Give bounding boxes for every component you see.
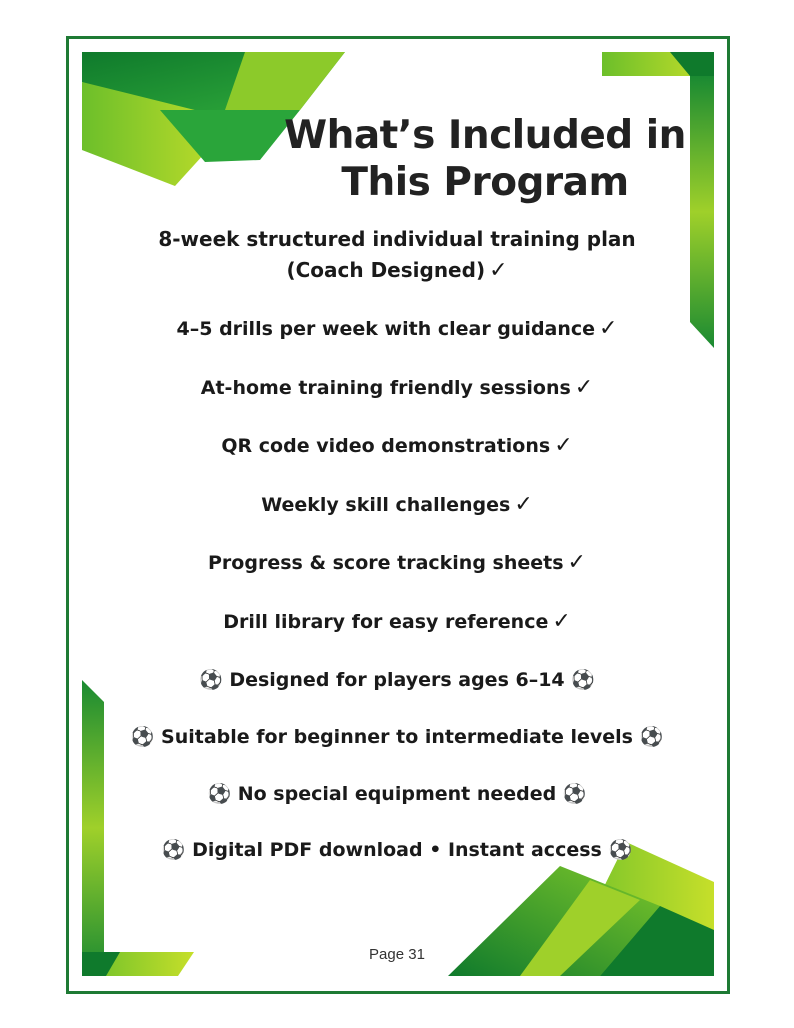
soccer-ball-icon: ⚽ xyxy=(199,669,223,691)
item-text: Drill library for easy reference xyxy=(223,611,549,633)
list-item xyxy=(100,224,694,286)
check-icon: ✓ xyxy=(599,316,618,341)
item-1-line-1: 8-week structured individual training plan xyxy=(158,227,636,251)
list-item xyxy=(100,779,694,809)
list-item xyxy=(100,314,694,344)
list-item xyxy=(100,548,694,578)
soccer-ball-icon: ⚽ xyxy=(161,839,186,861)
list-item xyxy=(100,431,694,461)
soccer-ball-icon: ⚽ xyxy=(562,783,587,805)
item-text: Designed for players ages 6–14 xyxy=(229,669,565,691)
item-text: No special equipment needed xyxy=(237,783,557,805)
check-icon: ✓ xyxy=(554,433,573,458)
title-line-1: What’s Included in xyxy=(284,113,686,158)
check-icon: ✓ xyxy=(574,375,594,400)
list-item xyxy=(100,665,694,695)
title-line-2: This Program xyxy=(341,160,629,205)
check-icon: ✓ xyxy=(514,492,533,517)
soccer-ball-icon: ⚽ xyxy=(608,839,633,861)
item-text: Weekly skill challenges xyxy=(261,494,511,516)
page-title xyxy=(250,112,720,206)
list-item xyxy=(100,835,694,865)
item-text: Progress & score tracking sheets xyxy=(208,552,564,574)
soccer-ball-icon: ⚽ xyxy=(639,726,664,748)
page-number: Page 31 xyxy=(369,946,425,963)
item-text: QR code video demonstrations xyxy=(221,435,551,457)
list-item xyxy=(100,722,694,752)
item-text: 4–5 drills per week with clear guidance xyxy=(176,318,596,340)
soccer-ball-icon: ⚽ xyxy=(571,669,595,691)
check-icon: ✓ xyxy=(489,258,508,283)
soccer-ball-icon: ⚽ xyxy=(207,783,232,805)
item-1-line-2: (Coach Designed) xyxy=(286,258,486,282)
item-text: Digital PDF download • Instant access xyxy=(192,839,602,861)
soccer-ball-icon: ⚽ xyxy=(130,726,155,748)
item-text: At-home training friendly sessions xyxy=(200,377,571,399)
check-icon: ✓ xyxy=(552,609,571,634)
check-icon: ✓ xyxy=(567,550,586,575)
list-item xyxy=(100,490,694,520)
list-item xyxy=(100,607,694,637)
item-text: Suitable for beginner to intermediate levels xyxy=(161,726,633,748)
list-item xyxy=(100,373,694,403)
